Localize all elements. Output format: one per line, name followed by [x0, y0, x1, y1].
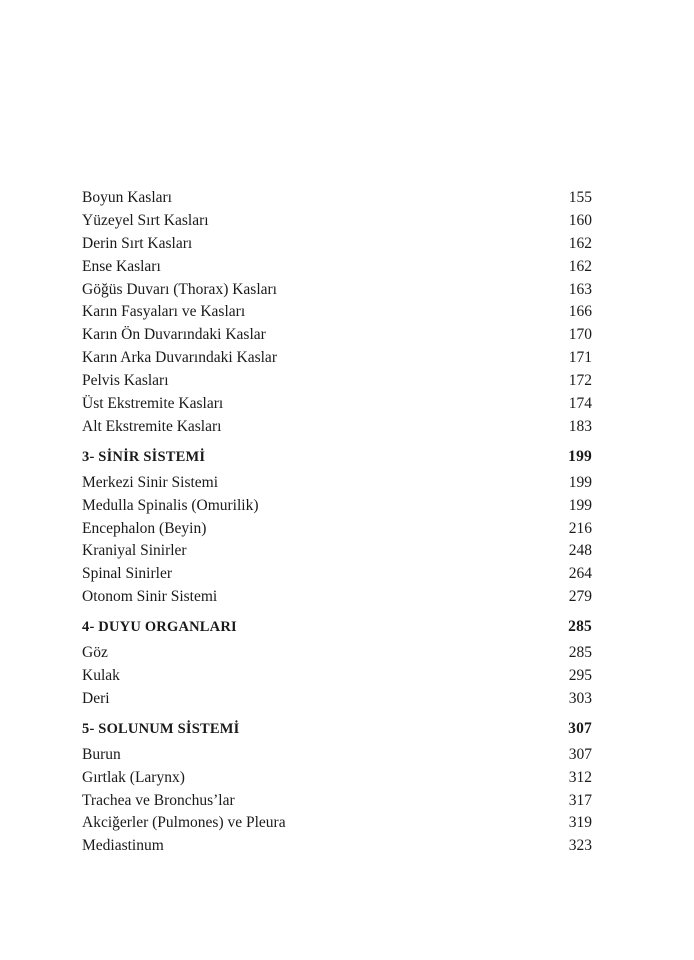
toc-entry-title: Encephalon (Beyin): [82, 519, 207, 537]
toc-entry: [82, 210, 592, 233]
toc-entry: [82, 563, 592, 586]
toc-section-heading: [82, 611, 592, 642]
toc-entry: [82, 233, 592, 256]
toc-entry: [82, 256, 592, 279]
toc-entry-title: Karın Arka Duvarındaki Kaslar: [82, 349, 277, 367]
toc-entry-title: Merkezi Sinir Sistemi: [82, 473, 219, 491]
toc-entry-title: Göz: [82, 644, 108, 662]
toc-entry-page: 171: [568, 349, 592, 367]
toc-entry-title: Kulak: [82, 667, 120, 685]
toc-entry-page: 172: [568, 372, 592, 390]
toc-entry-title: Boyun Kasları: [82, 189, 172, 206]
toc-entry-page: 163: [568, 280, 592, 298]
toc-entry-title: Medulla Spinalis (Omurilik): [82, 496, 259, 514]
toc-entry-page: 319: [568, 814, 592, 832]
toc-entry: [82, 324, 592, 347]
toc-entry: [82, 416, 592, 439]
toc-section-page: 307: [568, 719, 592, 737]
toc-entry: [82, 279, 592, 302]
toc-entry: [82, 688, 592, 711]
toc-entry: [82, 835, 592, 858]
toc-entry-page: 155: [568, 189, 592, 206]
toc-entry-page: 317: [568, 791, 592, 809]
toc-entry-page: 307: [568, 745, 592, 763]
toc-entry: [82, 518, 592, 541]
toc-entry-page: 160: [568, 211, 592, 229]
toc-entry-title: Ense Kasları: [82, 257, 161, 275]
toc-entry-title: Derin Sırt Kasları: [82, 234, 193, 252]
toc-entry-page: 323: [568, 837, 592, 855]
toc-entry-page: 162: [568, 257, 592, 275]
toc-entry-page: 285: [568, 644, 592, 662]
toc-entry-title: Göğüs Duvarı (Thorax) Kasları: [82, 280, 277, 298]
toc-entry-title: Mediastinum: [82, 837, 164, 855]
toc-entry-title: Alt Ekstremite Kasları: [82, 417, 222, 435]
toc-entry-page: 170: [568, 326, 592, 344]
toc-entry: [82, 187, 592, 210]
toc-entry: [82, 642, 592, 665]
toc-entry: [82, 393, 592, 416]
toc-entry: [82, 586, 592, 609]
toc-entry-page: 312: [568, 768, 592, 786]
toc-entry-title: Burun: [82, 745, 121, 763]
toc-section-title: 5- SOLUNUM SİSTEMİ: [82, 720, 240, 737]
toc-entry-title: Akciğerler (Pulmones) ve Pleura: [82, 814, 286, 832]
toc-entry-page: 279: [568, 588, 592, 606]
toc-entry-page: 303: [568, 689, 592, 707]
toc-entry: [82, 472, 592, 495]
toc-entry: [82, 767, 592, 790]
toc-entry-page: 248: [568, 542, 592, 560]
toc-entry: [82, 812, 592, 835]
toc-entry: [82, 495, 592, 518]
toc-entry: [82, 347, 592, 370]
toc-entry: [82, 790, 592, 813]
toc-entry-page: 174: [568, 395, 592, 413]
toc-entry: [82, 744, 592, 767]
toc-entry-page: 264: [568, 565, 592, 583]
toc-entry-title: Gırtlak (Larynx): [82, 768, 185, 786]
toc-entry-page: 183: [568, 417, 592, 435]
toc-section-heading: [82, 713, 592, 744]
toc-entry-page: 216: [568, 519, 592, 537]
toc-section-page: 199: [568, 447, 592, 465]
toc-entry: [82, 370, 592, 393]
toc-section-page: 285: [568, 618, 592, 636]
toc-entry-title: Spinal Sinirler: [82, 565, 172, 583]
toc-entry-title: Üst Ekstremite Kasları: [82, 395, 224, 413]
toc-entry-page: 295: [568, 667, 592, 685]
toc-section-title: 3- SİNİR SİSTEMİ: [82, 448, 206, 465]
toc-entry-title: Otonom Sinir Sistemi: [82, 588, 218, 606]
toc-section-title: 4- DUYU ORGANLARI: [82, 619, 237, 636]
toc-entry-page: 199: [568, 473, 592, 491]
toc-entry: [82, 540, 592, 563]
toc-entry-title: Yüzeyel Sırt Kasları: [82, 211, 209, 229]
toc-entry-title: Karın Ön Duvarındaki Kaslar: [82, 326, 266, 344]
toc-entry-page: 199: [568, 496, 592, 514]
toc-section-heading: [82, 441, 592, 472]
table-of-contents: [82, 187, 592, 858]
toc-entry: [82, 665, 592, 688]
toc-entry-title: Pelvis Kasları: [82, 372, 169, 390]
toc-entry: [82, 301, 592, 324]
toc-entry-page: 166: [568, 303, 592, 321]
toc-entry-title: Kraniyal Sinirler: [82, 542, 187, 560]
toc-entry-title: Karın Fasyaları ve Kasları: [82, 303, 246, 321]
toc-entry-title: Trachea ve Bronchus’lar: [82, 791, 235, 809]
toc-entry-title: Deri: [82, 689, 110, 707]
toc-entry-page: 162: [568, 234, 592, 252]
